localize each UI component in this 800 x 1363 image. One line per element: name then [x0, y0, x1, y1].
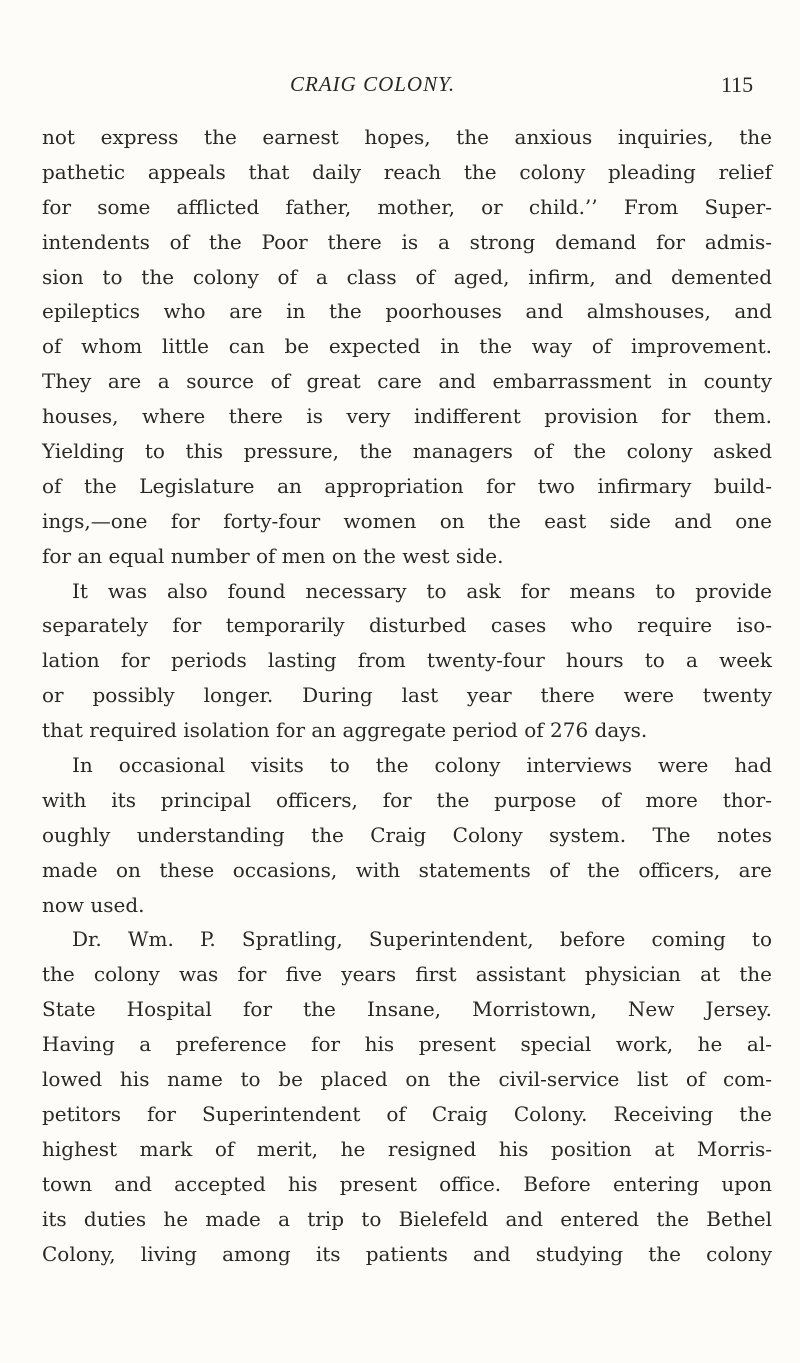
- text-line: for an equal number of men on the west side.: [42, 543, 504, 568]
- text-line: made on these occasions, with statements of the officers, are: [42, 857, 772, 882]
- text-line: for some afflicted father, mother, or child.’’ From Super-: [42, 194, 772, 219]
- text-line: It was also found necessary to ask for means to provide: [72, 578, 772, 603]
- text-line: Having a preference for his present special work, he al-: [42, 1032, 772, 1057]
- text-line: Dr. Wm. P. Spratling, Superintendent, before coming to: [72, 927, 772, 952]
- paragraph: [42, 120, 772, 574]
- text-line: highest mark of merit, he resigned his position at Morris-: [42, 1136, 772, 1161]
- text-line: oughly understanding the Craig Colony system. The notes: [42, 822, 772, 847]
- text-line: State Hospital for the Insane, Morristown, New Jersey.: [42, 997, 772, 1022]
- text-line: with its principal officers, for the purpose of more thor-: [42, 787, 772, 812]
- paragraph: [42, 748, 772, 922]
- text-line: the colony was for five years first assistant physician at the: [42, 962, 772, 987]
- text-line: houses, where there is very indifferent provision for them.: [42, 404, 772, 429]
- text-line: Colony, living among its patients and studying the colony: [42, 1241, 772, 1266]
- paragraph: [42, 922, 772, 1271]
- text-line: town and accepted his present office. Before entering upon: [42, 1171, 772, 1196]
- text-line: lation for periods lasting from twenty-four hours to a week: [42, 648, 772, 673]
- text-line: of the Legislature an appropriation for two infirmary build-: [42, 473, 772, 498]
- text-line: lowed his name to be placed on the civil-service list of com-: [42, 1067, 772, 1092]
- text-line: pathetic appeals that daily reach the colony pleading relief: [42, 159, 772, 184]
- running-title: CRAIG COLONY.: [290, 72, 456, 96]
- text-line: ings,—one for forty-four women on the east side and one: [42, 508, 772, 533]
- text-line: In occasional visits to the colony interviews were had: [72, 753, 772, 778]
- text-line: now used.: [42, 892, 145, 917]
- text-line: petitors for Superintendent of Craig Colony. Receiving the: [42, 1101, 772, 1126]
- text-line: or possibly longer. During last year there were twenty: [42, 683, 772, 708]
- text-line: of whom little can be expected in the way of improvement.: [42, 334, 772, 359]
- page-number: 115: [721, 72, 754, 97]
- text-line: its duties he made a trip to Bielefeld and entered the Bethel: [42, 1206, 772, 1231]
- text-line: They are a source of great care and embarrassment in county: [42, 369, 772, 394]
- text-line: epileptics who are in the poorhouses and almshouses, and: [42, 299, 772, 324]
- paragraph: [42, 574, 772, 748]
- body-text: [42, 120, 772, 1271]
- text-line: that required isolation for an aggregate period of 276 days.: [42, 718, 648, 743]
- text-line: not express the earnest hopes, the anxious inquiries, the: [42, 125, 772, 149]
- text-line: separately for temporarily disturbed cases who require iso-: [42, 613, 772, 638]
- text-line: intendents of the Poor there is a strong demand for admis-: [42, 229, 772, 254]
- text-line: Yielding to this pressure, the managers of the colony asked: [42, 439, 772, 464]
- running-head: [0, 72, 800, 102]
- text-line: sion to the colony of a class of aged, infirm, and demented: [42, 264, 772, 289]
